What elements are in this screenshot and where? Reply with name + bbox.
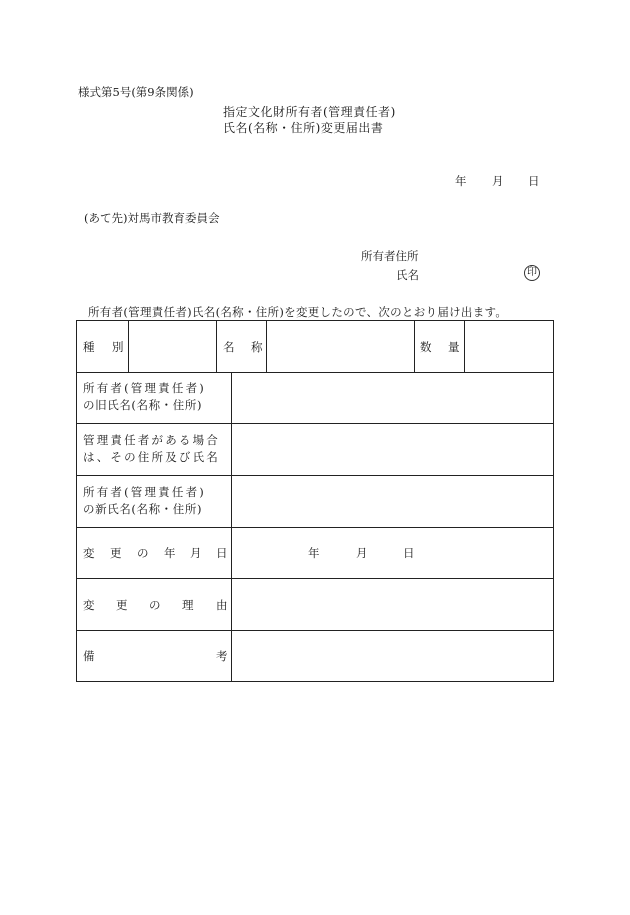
- name-label-char: 名: [223, 340, 235, 354]
- addressee: (あて先)対馬市教育委員会: [84, 211, 220, 225]
- table-rule: [76, 423, 554, 424]
- change-date-label-char: 変: [83, 546, 95, 560]
- table-rule: [76, 527, 554, 528]
- change-reason-label-char: 由: [216, 598, 228, 612]
- form-title-line2: 氏名(名称・住所)変更届出書: [223, 121, 384, 135]
- table-rule: [464, 320, 465, 372]
- seal-mark: 印: [524, 265, 540, 281]
- change-date-month: 月: [356, 546, 368, 560]
- owner-name-label: 氏名: [396, 268, 419, 282]
- table-border: [76, 320, 77, 682]
- change-reason-label-char: 更: [116, 598, 128, 612]
- change-date-day: 日: [403, 546, 415, 560]
- date-day-label: 日: [528, 174, 540, 188]
- table-border: [76, 681, 554, 682]
- manager-label-line2: は、その住所及び氏名: [83, 450, 220, 464]
- kind-label-char: 別: [112, 340, 124, 354]
- table-rule: [231, 372, 232, 682]
- table-rule: [76, 578, 554, 579]
- old-name-label-line1: 所有者(管理責任者): [83, 381, 206, 395]
- new-name-label-line2: の新氏名(名称・住所): [83, 502, 203, 516]
- name-label-char: 称: [251, 340, 263, 354]
- change-date-label-char: 日: [216, 546, 228, 560]
- form-table: [76, 320, 554, 682]
- quantity-label-char: 数: [420, 340, 432, 354]
- manager-label-line1: 管理責任者がある場合: [83, 433, 220, 447]
- table-border: [76, 320, 554, 321]
- change-date-label-char: 月: [190, 546, 202, 560]
- change-date-label-char: 年: [164, 546, 176, 560]
- remarks-label-char: 備: [83, 649, 95, 663]
- intro-text: 所有者(管理責任者)氏名(名称・住所)を変更したので、次のとおり届け出ます。: [88, 305, 508, 319]
- change-date-label-char: 更: [110, 546, 122, 560]
- remarks-label-char: 考: [216, 649, 228, 663]
- table-rule: [266, 320, 267, 372]
- table-rule: [414, 320, 415, 372]
- table-rule: [76, 630, 554, 631]
- new-name-label-line1: 所有者(管理責任者): [83, 485, 206, 499]
- change-reason-label-char: 理: [182, 598, 194, 612]
- quantity-label-char: 量: [448, 340, 460, 354]
- table-border: [553, 320, 554, 682]
- form-number: 様式第5号(第9条関係): [78, 85, 194, 99]
- table-rule: [76, 475, 554, 476]
- change-reason-label-char: 変: [83, 598, 95, 612]
- kind-label-char: 種: [83, 340, 95, 354]
- owner-address-label: 所有者住所: [361, 249, 419, 263]
- table-rule: [76, 372, 554, 373]
- table-rule: [216, 320, 217, 372]
- table-rule: [128, 320, 129, 372]
- change-date-label-char: の: [137, 546, 149, 560]
- change-date-year: 年: [308, 546, 320, 560]
- date-month-label: 月: [492, 174, 504, 188]
- old-name-label-line2: の旧氏名(名称・住所): [83, 398, 203, 412]
- form-title-line1: 指定文化財所有者(管理責任者): [223, 105, 396, 119]
- date-year-label: 年: [455, 174, 467, 188]
- change-reason-label-char: の: [149, 598, 161, 612]
